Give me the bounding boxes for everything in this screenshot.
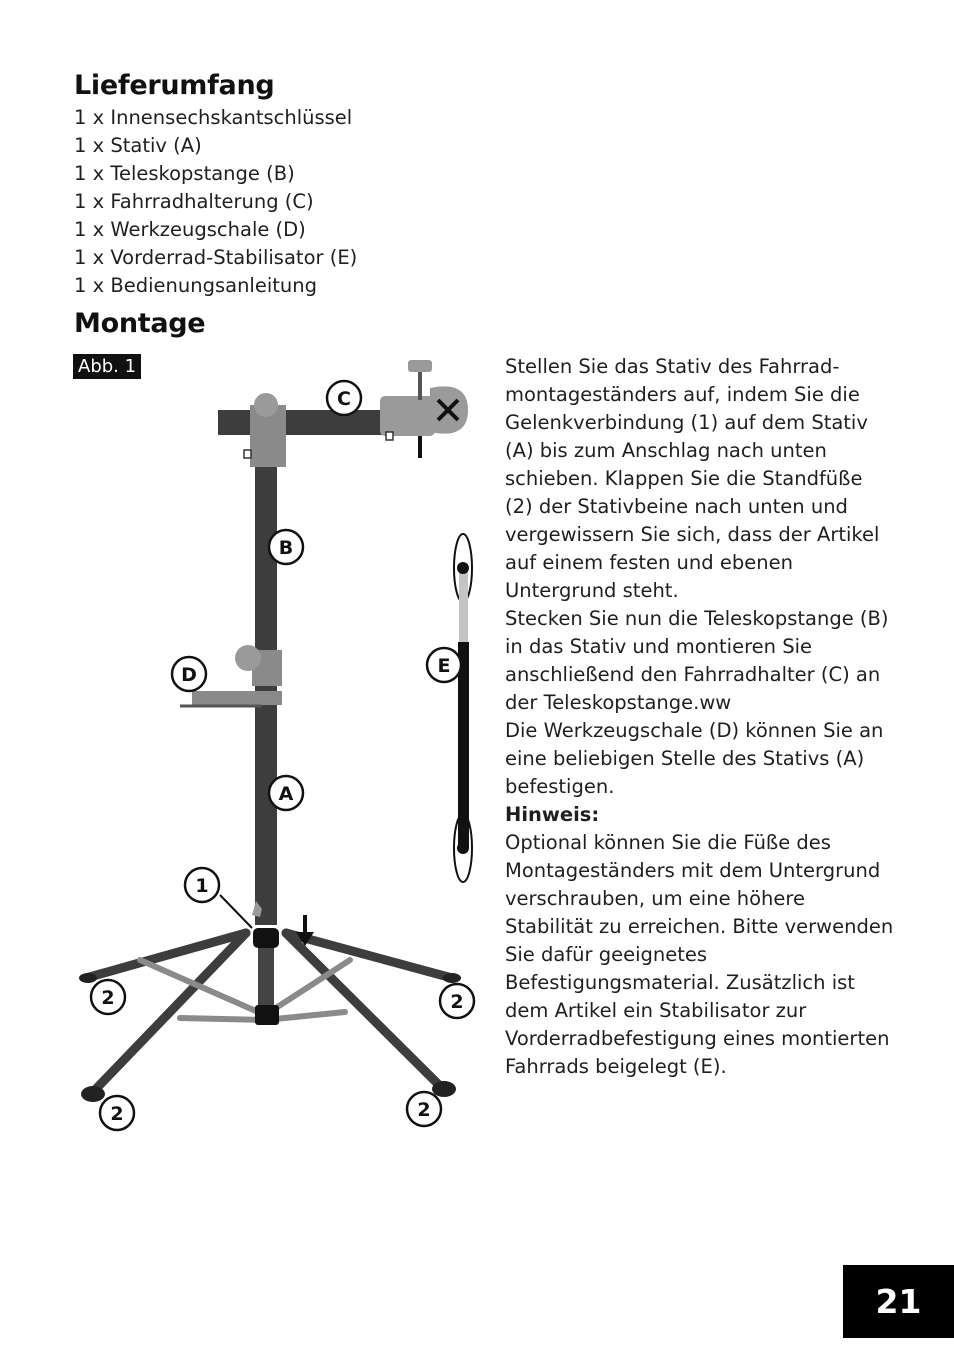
list-item: 1 x Innensechskantschlüssel [74,106,353,129]
callout-a-label: A [278,783,294,805]
callout-2 [407,1092,441,1126]
callout-2-label: 2 [101,987,115,1009]
assembly-heading: Montage [74,308,206,339]
note-paragraph: Optional können Sie die Füße des Montageständers mit dem Untergrund verschrauben, um eine höhere Stabilität zu erreichen. Bitte verwenden Sie dafür geeignetes Befestigungsmaterial. Zusätzlich ist dem Artikel ein Stabilisator zur Vorderradbefestigung eines montierten Fahrrads beigelegt (E). [505,831,894,1078]
note-label: Hinweis: [505,803,600,826]
front-wheel-stabilizer [454,534,472,882]
callout-c-label: C [337,388,351,410]
callout-d-label: D [181,664,197,686]
repair-stand-illustration [70,350,490,1140]
list-item: 1 x Bedienungsanleitung [74,274,318,297]
callout-e-label: E [437,655,451,677]
list-item: 1 x Fahrradhalterung (C) [74,190,314,213]
list-item: 1 x Werkzeugschale (D) [74,218,306,241]
bike-clamp [380,360,468,458]
assembly-instructions [505,353,895,1081]
callout-e [427,648,461,682]
callout-1-label: 1 [195,875,209,897]
list-item: 1 x Teleskopstange (B) [74,162,295,185]
holder-arm [218,410,408,435]
instruction-paragraph: Die Werkzeugschale (D) können Sie an eine beliebigen Stelle des Stativs (A) befestigen. [505,719,884,798]
scope-of-delivery-list [74,104,357,300]
callout-2-label: 2 [450,991,464,1013]
callout-a [269,776,303,810]
callout-2 [440,984,474,1018]
instruction-paragraph: Stecken Sie nun die Teleskopstange (B) in das Stativ und montieren Sie anschließend den Fahrradhalter (C) an der Teleskopstange.ww [505,607,889,714]
callout-b-label: B [278,537,294,559]
callout-1 [185,868,219,902]
callout-2-label: 2 [110,1103,124,1125]
callout-2 [100,1096,134,1130]
joint-collar [253,928,279,948]
figure-tag: Abb. 1 [73,354,141,379]
adjust-knob-icon [254,393,278,417]
callout-2 [91,980,125,1014]
instruction-paragraph: Stellen Sie das Stativ des Fahrrad-montageständers auf, indem Sie die Gelenkverbindung (1) auf dem Stativ (A) bis zum Anschlag nach unten schieben. Klappen Sie die Standfüße (2) der Stativbeine nach unten und vergewissern Sie sich, dass der Artikel auf einem festen und ebenen Untergrund steht. [505,355,880,602]
list-item: 1 x Stativ (A) [74,134,202,157]
callout-c [327,381,361,415]
callout-b [269,530,303,564]
list-item: 1 x Vorderrad-Stabilisator (E) [74,246,358,269]
scope-of-delivery-heading: Lieferumfang [74,70,275,101]
callout-2-label: 2 [417,1099,431,1121]
callout-d [172,657,206,691]
page-number: 21 [843,1265,954,1338]
tray-knob-icon [235,645,261,671]
